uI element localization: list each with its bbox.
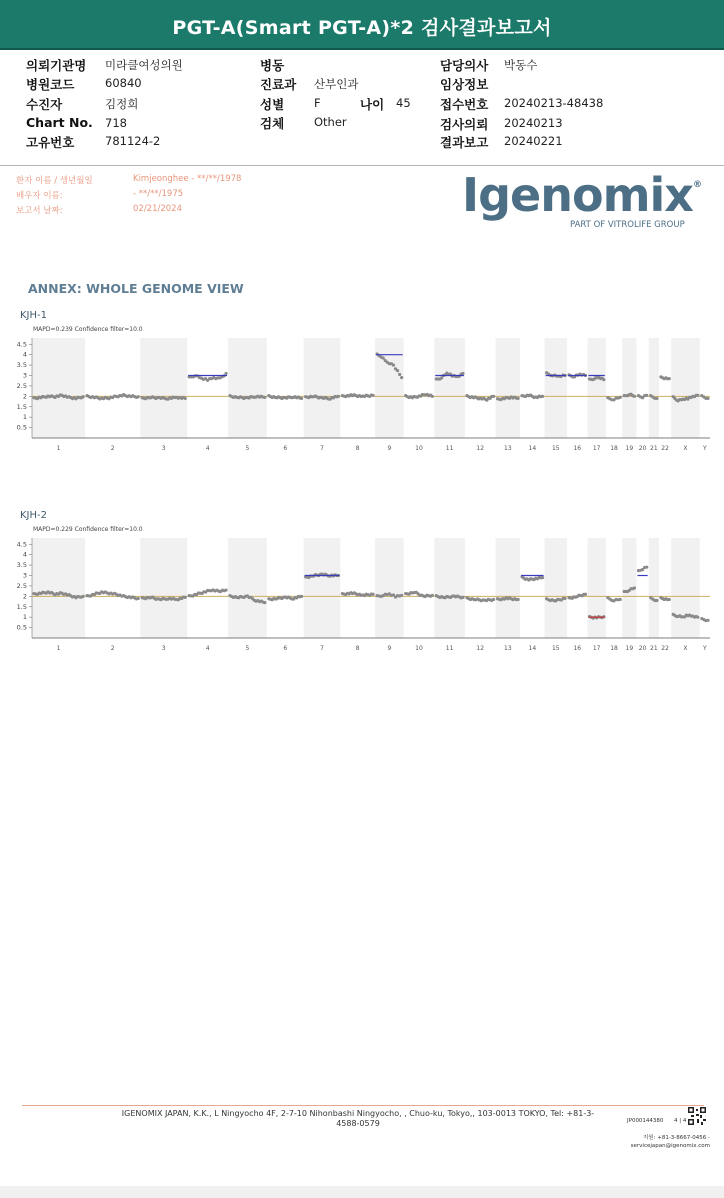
y-tick-label: 0.5 <box>16 623 27 632</box>
chart-title: KJH-2 <box>20 510 47 521</box>
footer-address: IGENOMIX JAPAN, K.K., L Ningyocho 4F, 2-7-10 Nihonbashi Ningyocho, , Chuo-ku, Tokyo,, 103-0013 TOKYO, Tel: +81-3-4588-0579 <box>121 1109 595 1128</box>
data-point <box>371 394 374 397</box>
info-label: 검체 <box>260 116 285 131</box>
chromosome-band <box>228 538 267 638</box>
chromosome-band <box>434 538 465 638</box>
x-tick-label: 3 <box>161 645 166 652</box>
data-point <box>81 395 84 398</box>
data-point <box>645 566 648 569</box>
data-point <box>633 395 636 398</box>
chart-title: KJH-1 <box>20 310 47 321</box>
x-tick-label: 8 <box>355 645 360 652</box>
chromosome-band <box>671 538 700 638</box>
data-point <box>300 397 303 400</box>
x-tick-label: 19 <box>625 645 634 652</box>
info-value: 산부인과 <box>314 77 359 91</box>
data-point <box>696 394 699 397</box>
info-label: 진료과 <box>260 77 297 92</box>
x-tick-label: 5 <box>245 645 250 652</box>
y-tick-label: 2.5 <box>16 581 27 590</box>
y-tick-label: 3.5 <box>16 561 27 570</box>
data-point <box>668 598 671 601</box>
y-tick-label: 0.5 <box>16 423 27 432</box>
data-point <box>584 593 587 596</box>
report-title: PGT-A(Smart PGT-A)*2 검사결과보고서 <box>172 17 552 39</box>
info-label: 병원코드 <box>26 77 75 92</box>
x-tick-label: 22 <box>661 445 669 452</box>
y-tick-label: 4.5 <box>16 540 27 549</box>
y-tick-label: 1.5 <box>16 602 27 611</box>
registered-mark: ® <box>692 180 701 190</box>
y-tick-label: 1 <box>22 613 27 622</box>
genome-chart-kjh1 <box>0 334 724 458</box>
x-tick-label: 11 <box>445 445 454 452</box>
info-label: 임상정보 <box>440 77 489 92</box>
data-point <box>398 373 401 376</box>
y-tick-label: 2.5 <box>16 381 27 390</box>
page-bottom-bar <box>0 1186 724 1198</box>
data-point <box>137 597 140 600</box>
x-tick-label: 4 <box>205 645 210 652</box>
info-label: 고유번호 <box>26 135 75 150</box>
age-label: 나이 <box>360 97 385 112</box>
x-tick-label: 20 <box>638 445 647 452</box>
data-point <box>541 395 544 398</box>
chromosome-band <box>649 338 659 438</box>
y-tick-label: 2 <box>22 392 27 401</box>
info-value: F <box>314 96 321 110</box>
info-value: 20240213-48438 <box>504 96 604 110</box>
footer-code: JP000144380 <box>627 1118 664 1124</box>
data-point <box>137 395 140 398</box>
patient-label: 환자 이름 / 생년월일 <box>16 176 93 186</box>
chromosome-band <box>228 338 267 438</box>
data-point <box>619 396 622 399</box>
x-tick-label: 21 <box>650 445 658 452</box>
data-point <box>619 598 622 601</box>
info-label: 수진자 <box>26 97 63 112</box>
data-point <box>461 596 464 599</box>
x-tick-label: 2 <box>110 645 115 652</box>
info-label: 의뢰기관명 <box>26 58 87 73</box>
data-point <box>263 601 266 604</box>
data-point <box>633 586 636 589</box>
x-tick-label: 19 <box>625 445 634 452</box>
footer-divider <box>22 1105 704 1106</box>
info-value: 20240213 <box>504 116 563 130</box>
y-tick-label: 4 <box>22 350 27 359</box>
y-tick-label: 4 <box>22 550 27 559</box>
data-point <box>81 595 84 598</box>
info-value: 60840 <box>105 76 142 90</box>
data-point <box>492 395 495 398</box>
x-tick-label: 10 <box>415 445 423 452</box>
data-point <box>224 372 227 375</box>
data-point <box>382 357 385 360</box>
header-divider <box>0 165 724 166</box>
logo-name: Igenomix <box>462 168 693 222</box>
info-label: 접수번호 <box>440 97 489 112</box>
y-tick-label: 3 <box>22 571 27 580</box>
data-point <box>541 576 544 579</box>
x-tick-label: Y <box>703 445 707 452</box>
x-tick-label: 12 <box>476 445 485 452</box>
qr-code-icon <box>688 1107 706 1125</box>
data-point <box>263 396 266 399</box>
info-label: 병동 <box>260 58 285 73</box>
chromosome-band <box>375 338 404 438</box>
info-label: 성별 <box>260 97 285 112</box>
y-tick-label: 4.5 <box>16 340 27 349</box>
info-value: 781124-2 <box>105 134 161 148</box>
info-value: 20240221 <box>504 134 563 148</box>
chromosome-band <box>304 538 341 638</box>
footer-contact <box>612 1134 710 1150</box>
chromosome-band <box>622 338 636 438</box>
data-point <box>516 598 519 601</box>
chromosome-band <box>140 338 187 438</box>
chromosome-band <box>32 538 85 638</box>
x-tick-label: 13 <box>504 645 512 652</box>
report-header <box>0 0 724 50</box>
x-tick-label: 17 <box>592 645 601 652</box>
annex-title: ANNEX: WHOLE GENOME VIEW <box>28 281 244 296</box>
x-tick-label: 17 <box>592 445 601 452</box>
x-tick-label: Y <box>703 645 707 652</box>
x-tick-label: 7 <box>320 445 324 452</box>
data-point <box>668 377 671 380</box>
info-label: 검사의뢰 <box>440 117 489 132</box>
data-point <box>516 397 519 400</box>
chromosome-band <box>587 338 605 438</box>
data-point <box>337 395 340 398</box>
x-tick-label: 16 <box>573 445 582 452</box>
x-tick-label: 1 <box>56 645 61 652</box>
x-tick-label: 14 <box>528 645 537 652</box>
chromosome-band <box>671 338 700 438</box>
x-tick-label: 6 <box>283 445 288 452</box>
x-tick-label: X <box>683 445 688 452</box>
x-tick-label: 22 <box>661 645 669 652</box>
x-tick-label: 20 <box>638 645 647 652</box>
y-tick-label: 2 <box>22 592 27 601</box>
data-point <box>396 369 399 372</box>
x-tick-label: X <box>683 645 688 652</box>
data-point <box>655 397 658 400</box>
patient-value: Kimjeonghee - **/**/1978 <box>133 174 242 184</box>
data-point <box>696 616 699 619</box>
chromosome-band <box>375 538 404 638</box>
data-point <box>400 594 403 597</box>
x-tick-label: 1 <box>56 445 61 452</box>
data-point <box>184 397 187 400</box>
x-tick-label: 15 <box>551 445 560 452</box>
data-point <box>300 595 303 598</box>
info-label: 결과보고 <box>440 135 489 150</box>
x-tick-label: 2 <box>110 445 115 452</box>
chromosome-band <box>496 338 521 438</box>
chromosome-band <box>496 538 521 638</box>
data-point <box>706 397 709 400</box>
x-tick-label: 21 <box>650 645 658 652</box>
x-tick-label: 18 <box>610 445 618 452</box>
x-tick-label: 7 <box>320 645 324 652</box>
y-tick-label: 3 <box>22 371 27 380</box>
data-point <box>184 596 187 599</box>
chromosome-band <box>649 538 659 638</box>
genome-chart-kjh2 <box>0 534 724 658</box>
x-tick-label: 13 <box>504 445 512 452</box>
info-label: Chart No. <box>26 115 93 130</box>
x-tick-label: 6 <box>283 645 288 652</box>
logo-tagline: PART OF VITROLIFE GROUP <box>570 220 685 230</box>
chromosome-band <box>434 338 465 438</box>
chromosome-band <box>32 338 85 438</box>
patient-label: 배우자 이름: <box>16 191 63 201</box>
data-point <box>645 394 648 397</box>
info-value: 박동수 <box>504 58 538 72</box>
chromosome-band <box>545 338 567 438</box>
chromosome-band <box>140 538 187 638</box>
chromosome-band <box>545 538 567 638</box>
data-point <box>431 395 434 398</box>
page-number: 4 | 4 <box>674 1118 687 1124</box>
x-tick-label: 9 <box>387 645 392 652</box>
chromosome-band <box>304 338 341 438</box>
chromosome-band <box>587 538 605 638</box>
data-point <box>431 594 434 597</box>
info-label: 담당의사 <box>440 58 489 73</box>
patient-value: - **/**/1975 <box>133 189 184 199</box>
data-point <box>461 372 464 375</box>
info-value: 미라클여성의원 <box>105 58 183 72</box>
patient-value: 02/21/2024 <box>133 204 182 214</box>
info-value: Other <box>314 115 347 129</box>
x-tick-label: 10 <box>415 645 423 652</box>
y-tick-label: 1.5 <box>16 402 27 411</box>
x-tick-label: 3 <box>161 445 166 452</box>
igenomix-logo <box>462 168 701 222</box>
chart-subtitle: MAPD=0.229 Confidence filter=10.0 <box>33 526 143 533</box>
data-point <box>602 378 605 381</box>
x-tick-label: 11 <box>445 645 454 652</box>
age-value: 45 <box>396 96 411 110</box>
x-tick-label: 4 <box>205 445 210 452</box>
info-value: 김정희 <box>105 97 139 111</box>
data-point <box>392 363 395 366</box>
x-tick-label: 5 <box>245 445 250 452</box>
x-tick-label: 16 <box>573 645 582 652</box>
data-point <box>400 376 403 379</box>
info-value: 718 <box>105 116 127 130</box>
x-tick-label: 14 <box>528 445 537 452</box>
data-point <box>492 598 495 601</box>
chart-subtitle: MAPD=0.239 Confidence filter=10.0 <box>33 326 143 333</box>
data-point <box>706 619 709 622</box>
y-tick-label: 1 <box>22 413 27 422</box>
x-tick-label: 12 <box>476 645 485 652</box>
data-point <box>371 593 374 596</box>
x-tick-label: 9 <box>387 445 392 452</box>
x-tick-label: 18 <box>610 645 618 652</box>
x-tick-label: 8 <box>355 445 360 452</box>
patient-label: 보고서 날짜: <box>16 206 63 216</box>
footer-tel: 지원: +81-3-8667-0456 - <box>642 1135 710 1141</box>
footer-email: servicejapan@igenomix.com <box>630 1143 710 1149</box>
data-point <box>224 588 227 591</box>
data-point <box>655 599 658 602</box>
data-point <box>563 597 566 600</box>
x-tick-label: 15 <box>551 645 560 652</box>
y-tick-label: 3.5 <box>16 361 27 370</box>
